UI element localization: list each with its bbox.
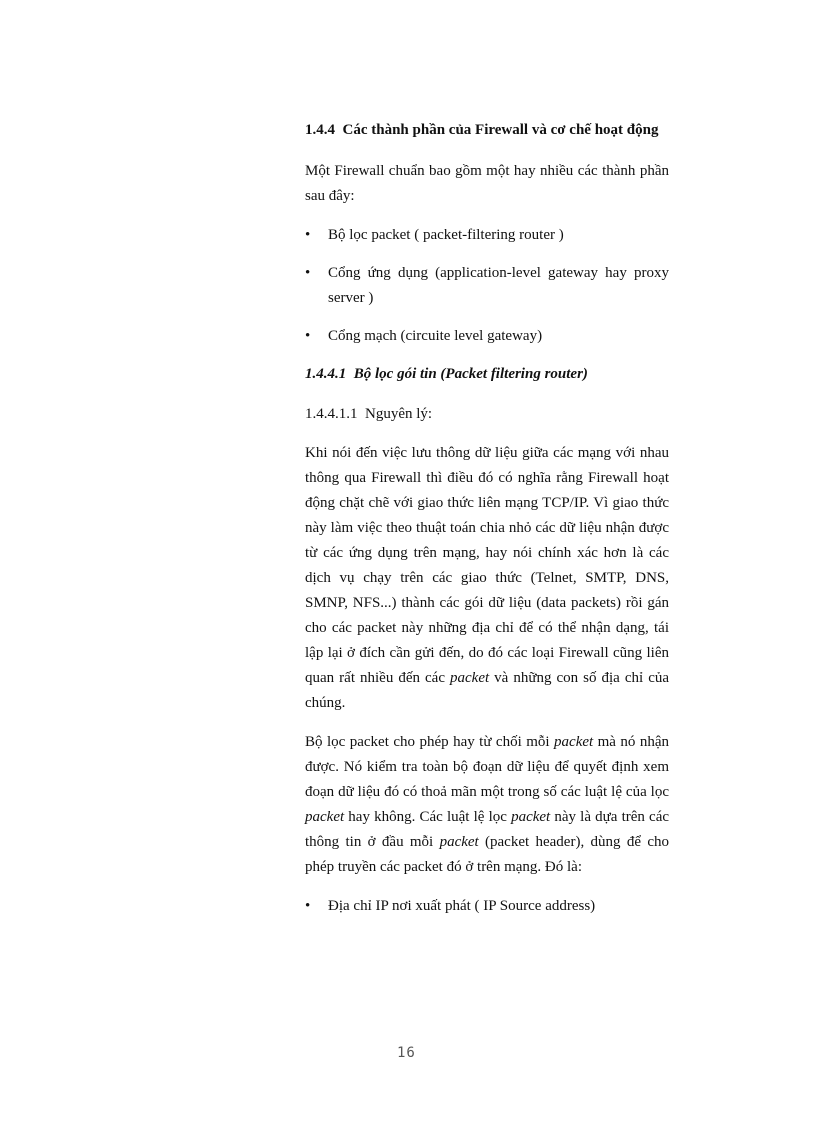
subsubsection-title: Nguyên lý: xyxy=(365,406,433,422)
list-item-text: Cổng ứng dụng (application-level gateway hay proxy server ) xyxy=(328,265,669,306)
list-item-text: Địa chỉ IP nơi xuất phát ( IP Source address) xyxy=(328,898,596,914)
bullet-icon: • xyxy=(305,898,311,914)
emphasis-term: packet xyxy=(450,670,490,686)
emphasis-term: packet xyxy=(511,809,551,825)
bullet-icon: • xyxy=(305,227,311,243)
paragraph-text: Bộ lọc packet cho phép hay từ chối mỗi xyxy=(305,734,550,750)
list-item-text: Cổng mạch (circuite level gateway) xyxy=(328,328,543,344)
paragraph-text: này là dựa trên các thông tin ở đầu mỗi xyxy=(305,809,670,850)
paragraph-principle xyxy=(305,441,669,716)
list-item xyxy=(305,223,669,248)
subsection-heading xyxy=(305,362,669,387)
paragraph-text: và những con số địa chỉ của chúng. xyxy=(305,670,670,711)
subsection-number: 1.4.4.1 xyxy=(305,366,347,382)
bullet-icon: • xyxy=(305,328,311,344)
emphasis-term: packet xyxy=(439,834,479,850)
paragraph-text: mà nó nhận được. Nó kiểm tra toàn bộ đoạn dữ liệu để quyết định xem đoạn dữ liệu đó có thoả mãn một trong số các luật lệ của lọc xyxy=(305,734,670,800)
section-number: 1.4.4 xyxy=(305,122,335,138)
list-item xyxy=(305,261,669,311)
criteria-list xyxy=(305,894,669,919)
subsubsection-number: 1.4.4.1.1 xyxy=(305,406,358,422)
paragraph-packet-filter xyxy=(305,730,669,880)
list-item xyxy=(305,324,669,349)
subsection-title: Bộ lọc gói tin (Packet filtering router) xyxy=(353,366,588,382)
section-heading xyxy=(305,118,669,143)
bullet-icon: • xyxy=(305,265,311,281)
components-list xyxy=(305,223,669,349)
page-number: 16 xyxy=(397,1045,416,1061)
list-item xyxy=(305,894,669,919)
paragraph-text: hay không. Các luật lệ lọc xyxy=(348,809,507,825)
page-content xyxy=(305,118,669,932)
list-item-text: Bộ lọc packet ( packet-filtering router ) xyxy=(328,227,564,243)
emphasis-term: packet xyxy=(305,809,345,825)
paragraph-text: Khi nói đến việc lưu thông dữ liệu giữa các mạng với nhau thông qua Firewall thì điều đó có nghĩa rằng Firewall hoạt động chặt chẽ với giao thức liên mạng TCP/IP. Vì giao thức này làm việc theo thuật toán chia nhỏ các dữ liệu nhận được từ các ứng dụng trên mạng, hay nói chính xác hơn là các dịch vụ chạy trên các giao thức (Telnet, SMTP, DNS, SMNP, NFS...) thành các gói dữ liệu (data packets) rồi gán cho các packet này những địa chỉ để có thể nhận dạng, tái lập lại ở đích cần gửi đến, do đó các loại Firewall cũng liên quan rất nhiều đến các xyxy=(305,445,669,686)
emphasis-term: packet xyxy=(554,734,594,750)
subsubsection-heading xyxy=(305,402,669,427)
intro-paragraph: Một Firewall chuẩn bao gồm một hay nhiều các thành phần sau đây: xyxy=(305,163,669,204)
paragraph-text: (packet header), dùng để cho phép truyền các packet đó ở trên mạng. Đó là: xyxy=(305,834,669,875)
section-title: Các thành phần của Firewall và cơ chế hoạt động xyxy=(342,122,659,138)
